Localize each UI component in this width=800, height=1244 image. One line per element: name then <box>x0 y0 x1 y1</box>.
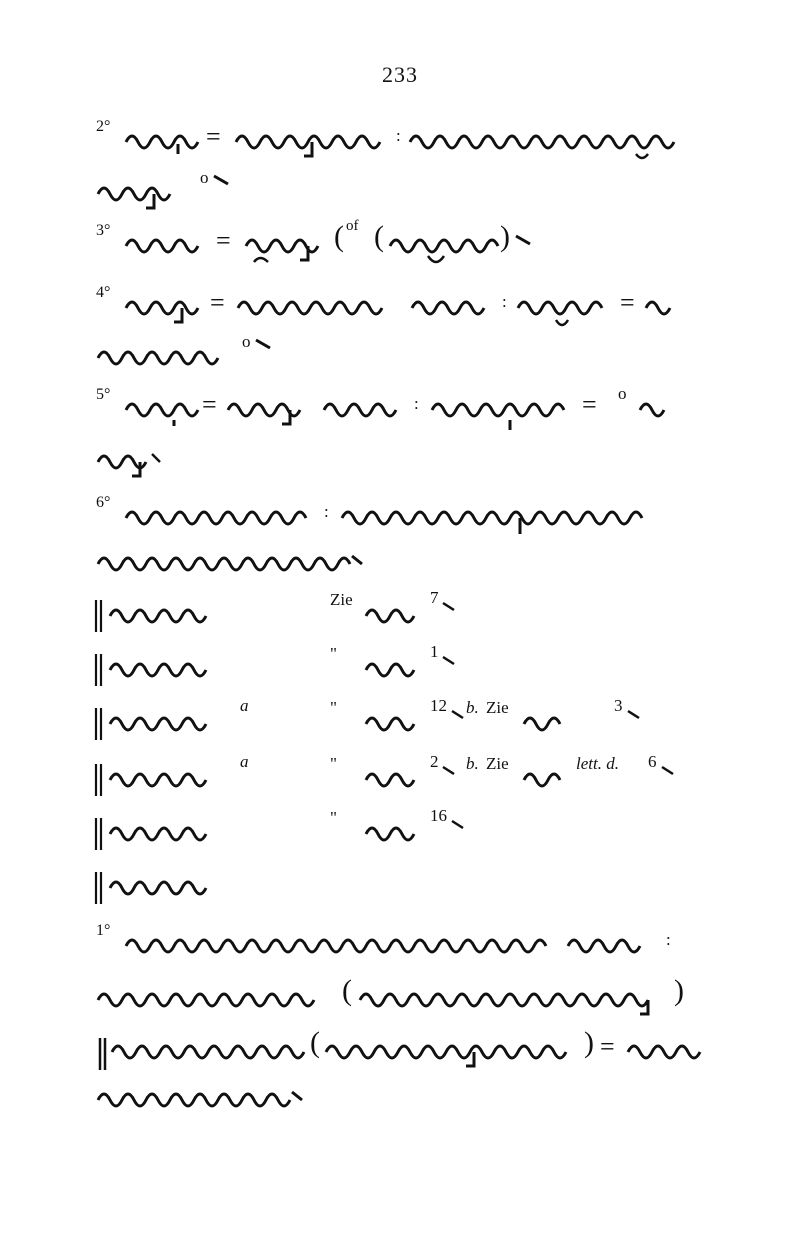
double-bar-icon <box>94 650 104 680</box>
javanese-script <box>124 124 204 154</box>
pada-mark-icon <box>441 600 457 630</box>
paren-open: ( <box>342 974 352 1007</box>
javanese-script <box>108 816 178 846</box>
colon: : <box>414 394 419 413</box>
table-row <box>94 588 704 632</box>
section-1-line-3 <box>96 1028 706 1068</box>
entry-4-line-2 <box>96 334 706 374</box>
javanese-script <box>566 928 656 958</box>
table-row <box>94 864 704 904</box>
equals-sign: = <box>216 226 231 255</box>
table-row <box>94 806 704 850</box>
javanese-script <box>234 124 394 154</box>
pada-mark-icon <box>441 654 457 684</box>
entry-5-line-2 <box>96 438 706 478</box>
pada-mark-icon <box>441 764 457 794</box>
pada-mark-icon <box>212 172 232 202</box>
zie-label: Zie <box>486 754 509 773</box>
ref-number: 16 <box>430 806 447 825</box>
javanese-script <box>236 290 396 320</box>
javanese-script <box>644 290 684 320</box>
javanese-script <box>364 816 424 846</box>
javanese-script <box>96 176 176 206</box>
javanese-script <box>358 982 668 1012</box>
end-mark: o <box>242 332 251 351</box>
pada-mark-icon <box>450 818 466 848</box>
javanese-script <box>124 392 204 422</box>
javanese-script <box>108 598 198 628</box>
colon: : <box>396 126 401 145</box>
colon: : <box>666 930 671 949</box>
entry-5-line-1 <box>96 386 706 426</box>
section-1-line-4 <box>96 1076 706 1116</box>
pada-mark-icon <box>254 336 274 366</box>
pada-mark-icon <box>450 708 466 738</box>
double-bar-icon <box>94 596 104 626</box>
entry-2-line-2 <box>96 170 706 210</box>
double-bar-icon <box>94 704 104 734</box>
double-bar-icon <box>94 814 104 844</box>
pada-mark-icon <box>660 764 676 794</box>
entry-number: 1° <box>96 922 111 939</box>
javanese-script <box>124 290 204 320</box>
entry-number: 5° <box>96 386 111 403</box>
entry-number: 3° <box>96 222 111 239</box>
entry-number: 6° <box>96 494 111 511</box>
equals-sign: = <box>620 288 635 317</box>
zie-label: Zie <box>486 698 509 717</box>
javanese-script <box>410 290 500 320</box>
javanese-script <box>322 392 412 422</box>
javanese-script <box>96 1082 306 1112</box>
page-number: 233 <box>382 62 418 87</box>
javanese-script <box>364 598 424 628</box>
mark: o <box>618 384 627 403</box>
paren-open: ( <box>310 1026 320 1059</box>
entry-number: 2° <box>96 118 111 135</box>
javanese-script <box>364 762 424 792</box>
javanese-script <box>96 444 166 474</box>
equals-sign: = <box>600 1032 615 1061</box>
pada-mark-icon <box>514 232 534 262</box>
section-1-line-1 <box>96 922 706 962</box>
zie-label: " <box>330 698 337 717</box>
javanese-script <box>522 762 572 792</box>
javanese-script <box>96 982 336 1012</box>
zie-label: " <box>330 644 337 663</box>
pada-mark-icon <box>626 708 642 738</box>
javanese-script <box>124 228 204 258</box>
entry-2-line-1 <box>96 118 706 158</box>
paren-open: ( <box>374 220 384 253</box>
paren-close: ) <box>674 974 684 1007</box>
of-label: of <box>346 218 359 234</box>
colon: : <box>502 292 507 311</box>
javanese-script <box>340 500 690 530</box>
javanese-script <box>364 706 424 736</box>
javanese-script <box>626 1034 706 1064</box>
javanese-script <box>516 290 616 320</box>
javanese-script <box>96 340 226 370</box>
javanese-script <box>124 500 324 530</box>
javanese-script <box>108 652 188 682</box>
ref-number: 3 <box>614 696 623 715</box>
equals-sign: = <box>582 390 597 419</box>
paren-open: ( <box>334 220 344 253</box>
ref-number: 2 <box>430 752 439 771</box>
entry-number: 4° <box>96 284 111 301</box>
section-1-line-2 <box>96 976 706 1016</box>
javanese-script <box>108 762 188 792</box>
row-suffix: a <box>240 752 249 771</box>
javanese-script <box>388 228 508 258</box>
javanese-script <box>108 706 218 736</box>
javanese-script <box>364 652 424 682</box>
colon: : <box>324 502 329 521</box>
javanese-script <box>108 870 168 900</box>
javanese-script <box>430 392 580 422</box>
ref-number: 12 <box>430 696 447 715</box>
b-label: b. <box>466 698 479 717</box>
javanese-script <box>408 124 698 154</box>
lett-label: lett. d. <box>576 754 619 773</box>
equals-sign: = <box>210 288 225 317</box>
table-row <box>94 696 704 740</box>
javanese-script <box>96 546 366 576</box>
ref-number: 1 <box>430 642 439 661</box>
ref-number: 7 <box>430 588 439 607</box>
row-suffix: a <box>240 696 249 715</box>
javanese-script <box>226 392 316 422</box>
entry-3-line <box>96 218 706 262</box>
javanese-script <box>124 928 554 958</box>
javanese-script <box>522 706 572 736</box>
paren-close: ) <box>500 220 510 253</box>
javanese-script <box>324 1034 580 1064</box>
table-row <box>94 752 704 796</box>
entry-6-line-2 <box>96 540 706 580</box>
equals-sign: = <box>202 390 217 419</box>
entry-6-line-1 <box>96 494 706 534</box>
javanese-script <box>638 392 668 422</box>
ref-number: 6 <box>648 752 657 771</box>
double-bar-icon <box>94 760 104 790</box>
paren-close: ) <box>584 1026 594 1059</box>
end-mark: o <box>200 168 209 187</box>
double-bar-icon <box>94 868 104 898</box>
table-row <box>94 642 704 686</box>
javanese-script <box>244 228 334 258</box>
equals-sign: = <box>206 122 221 151</box>
zie-label: " <box>330 754 337 773</box>
b-label: b. <box>466 754 479 773</box>
entry-4-line-1 <box>96 284 706 324</box>
zie-label: Zie <box>330 590 353 609</box>
zie-label: " <box>330 808 337 827</box>
javanese-script <box>96 1034 310 1064</box>
